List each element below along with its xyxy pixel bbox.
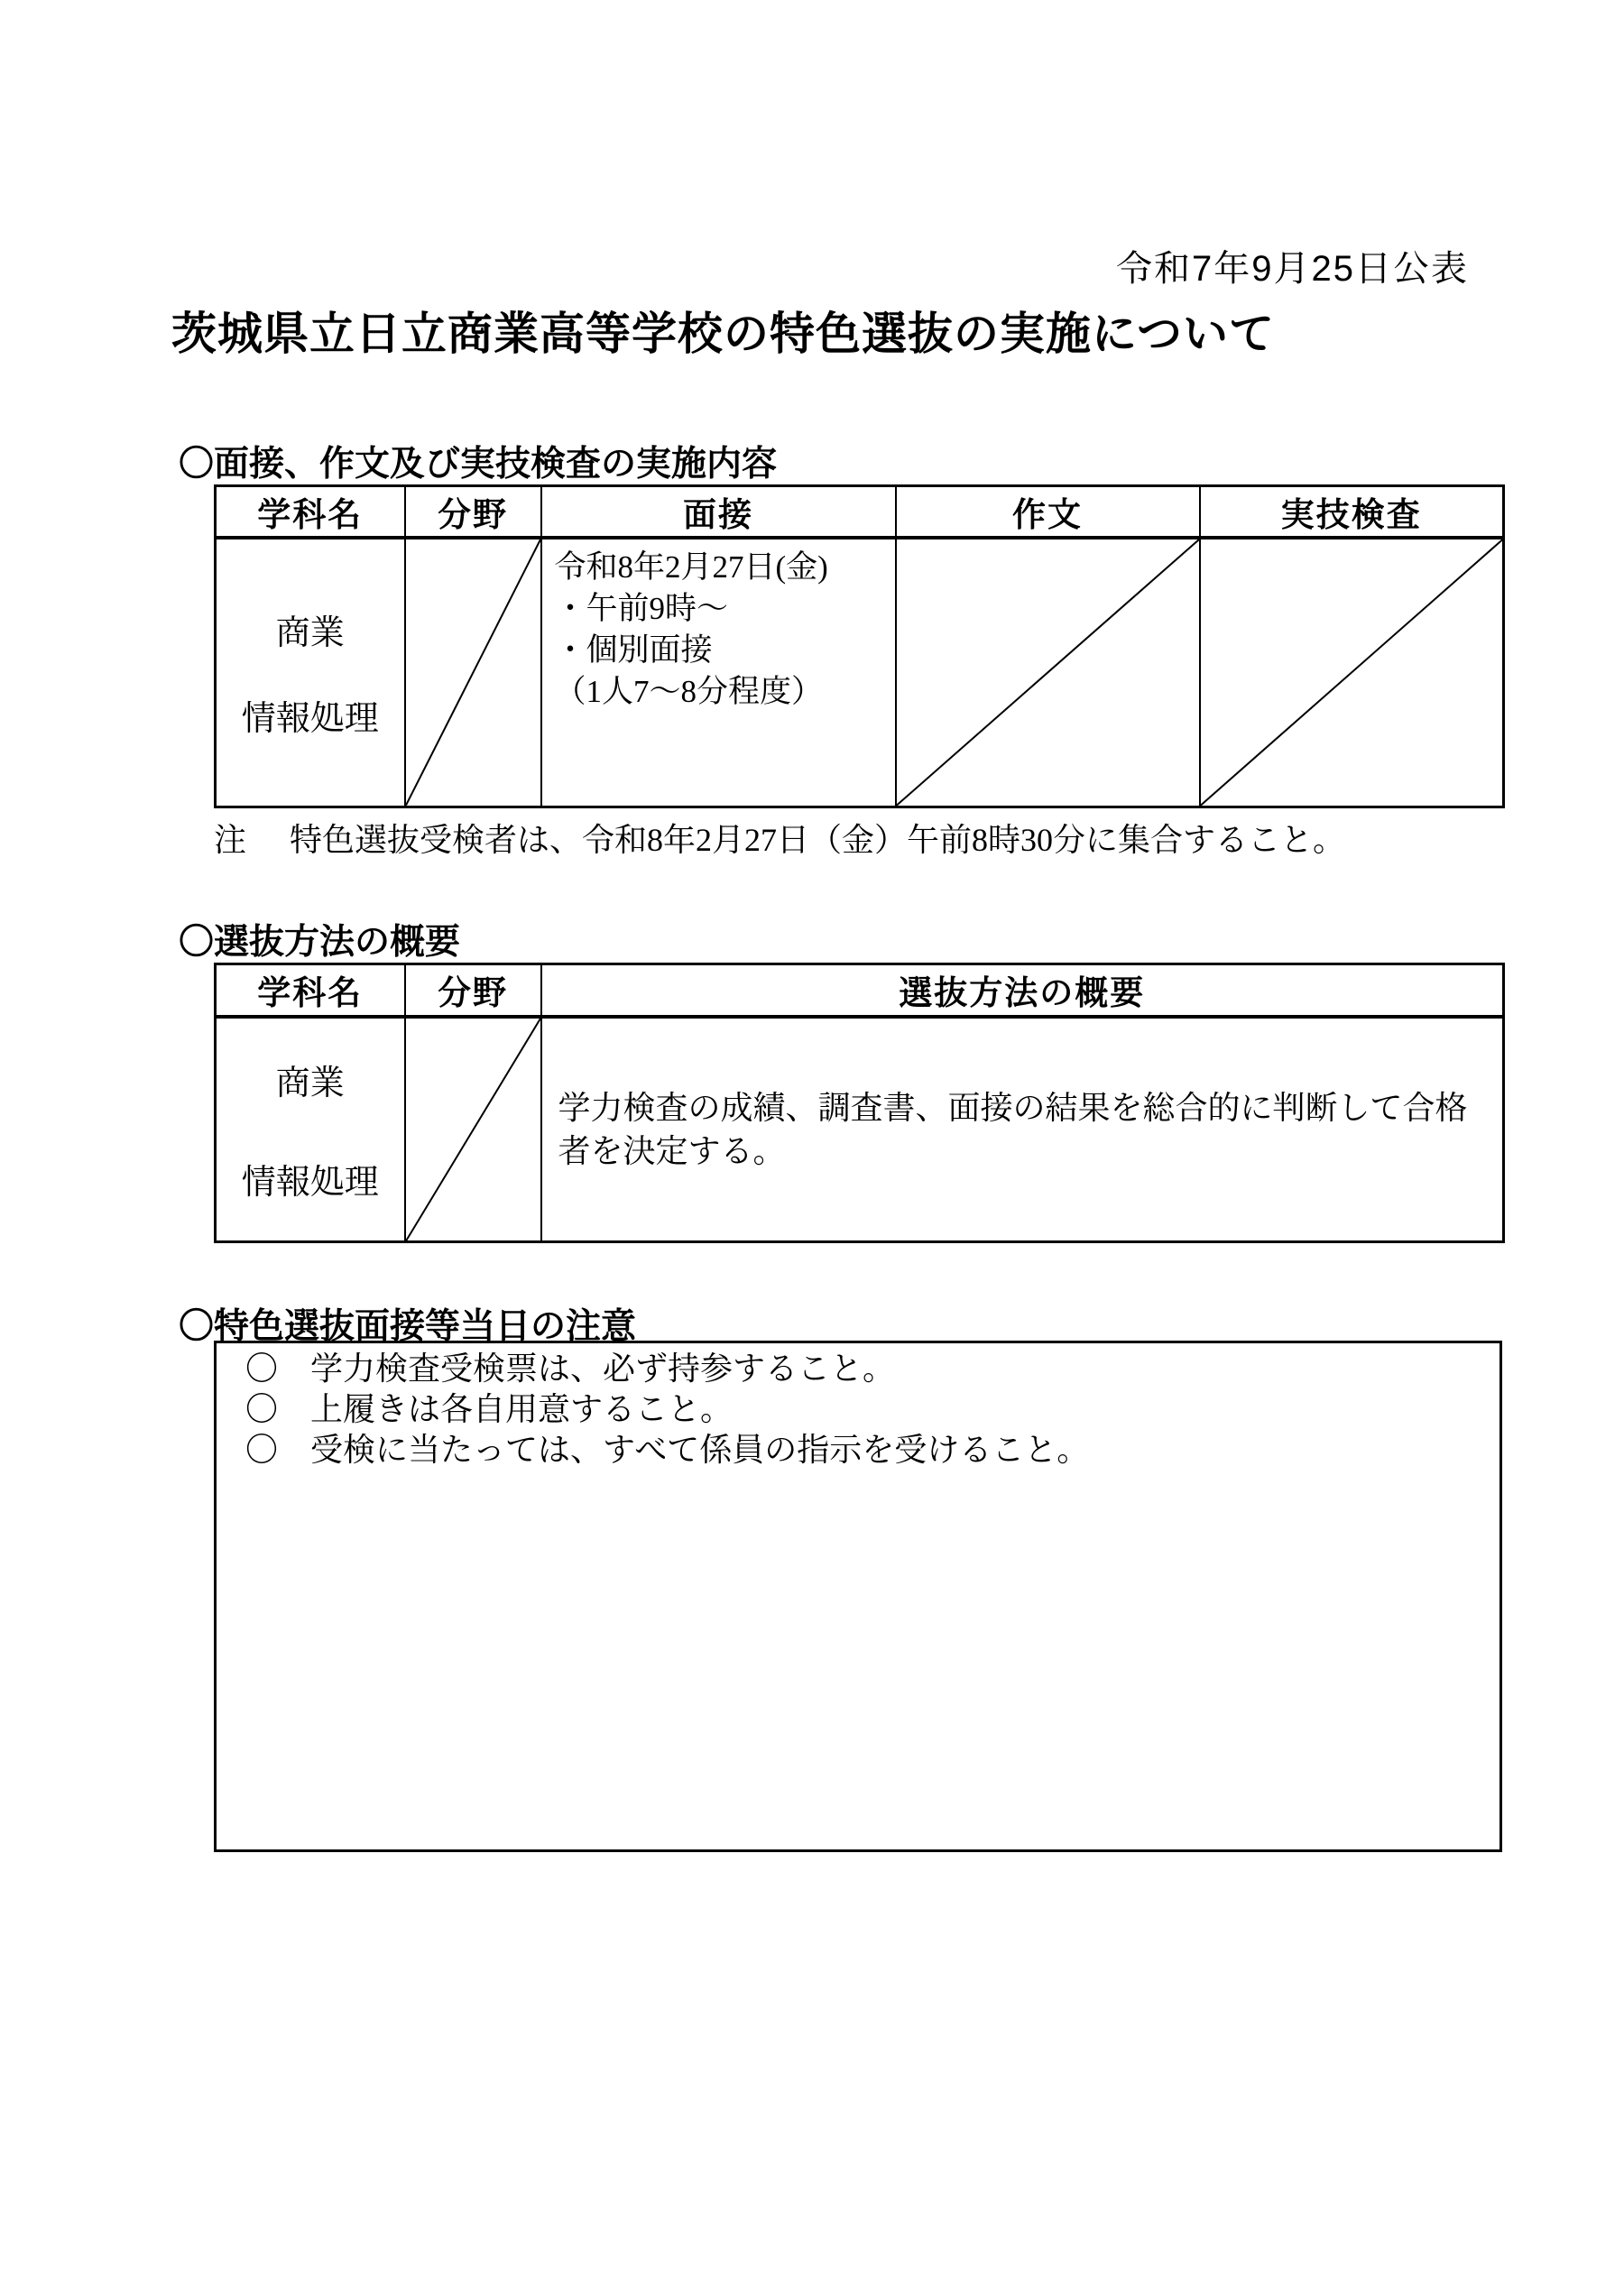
notice-text: 上履きは各自用意すること。 — [310, 1391, 734, 1427]
interview-time: ・午前9時～ — [554, 591, 729, 626]
method-summary-cell: 学力検査の成績、調査書、面接の結果を総合的に判断して合格者を決定する。 — [541, 1017, 1504, 1242]
notice-bullet: 〇 — [245, 1391, 279, 1427]
col-header-field: 分野 — [405, 964, 541, 1017]
section1-heading: 〇面接、作文及び実技検査の実施内容 — [179, 445, 778, 484]
interview-essay-practical-table — [214, 484, 1505, 808]
table-row — [216, 538, 1504, 807]
notice-text: 受検に当たっては、すべて係員の指示を受けること。 — [310, 1432, 1090, 1468]
col-header-practical: 実技検査 — [1200, 486, 1504, 539]
col-header-department: 学科名 — [216, 964, 405, 1017]
selection-method-table — [214, 963, 1505, 1243]
col-header-interview: 面接 — [541, 486, 896, 539]
notice-bullet: 〇 — [245, 1351, 279, 1387]
notice-item — [226, 1389, 1490, 1430]
department-cell — [216, 1017, 405, 1242]
department-cell — [216, 538, 405, 807]
interview-duration: （1人7～8分程度） — [554, 674, 824, 709]
department-name: 商業 — [275, 614, 345, 653]
notice-item — [226, 1349, 1490, 1389]
note-marker: 注 — [214, 822, 247, 858]
notice-item — [226, 1430, 1490, 1471]
table-header-row — [216, 486, 1504, 539]
essay-cell-empty — [896, 538, 1200, 807]
diagonal-line — [897, 539, 1199, 806]
col-header-essay: 作文 — [896, 486, 1200, 539]
col-header-field: 分野 — [405, 486, 541, 539]
practical-cell-empty — [1200, 538, 1504, 807]
col-header-method-summary: 選抜方法の概要 — [541, 964, 1504, 1017]
assembly-note — [214, 815, 1345, 861]
section2-heading: 〇選抜方法の概要 — [179, 923, 461, 962]
field-cell-empty — [405, 1017, 541, 1242]
diagonal-line — [406, 539, 540, 806]
note-text: 特色選抜受検者は、令和8年2月27日（金）午前8時30分に集合すること。 — [290, 822, 1346, 858]
interview-details-cell — [541, 538, 896, 807]
interview-date: 令和8年2月27日(金) — [554, 549, 828, 585]
page-title: 茨城県立日立商業高等学校の特色選抜の実施について — [171, 309, 1275, 359]
diagonal-line — [1201, 539, 1503, 806]
department-name: 情報処理 — [241, 700, 379, 739]
department-name: 情報処理 — [241, 1164, 379, 1203]
department-name: 商業 — [275, 1065, 345, 1103]
col-header-department: 学科名 — [216, 486, 405, 539]
table-header-row — [216, 964, 1504, 1017]
day-of-exam-notice-box — [214, 1341, 1502, 1852]
section3-heading: 〇特色選抜面接等当日の注意 — [179, 1307, 637, 1346]
field-cell-empty — [405, 538, 541, 807]
notice-bullet: 〇 — [245, 1432, 279, 1468]
table-row — [216, 1017, 1504, 1242]
publication-date: 令和7年9月25日公表 — [1116, 249, 1469, 289]
diagonal-line — [406, 1019, 540, 1241]
notice-text: 学力検査受検票は、必ず持参すること。 — [310, 1351, 896, 1387]
interview-type: ・個別面接 — [554, 632, 713, 668]
